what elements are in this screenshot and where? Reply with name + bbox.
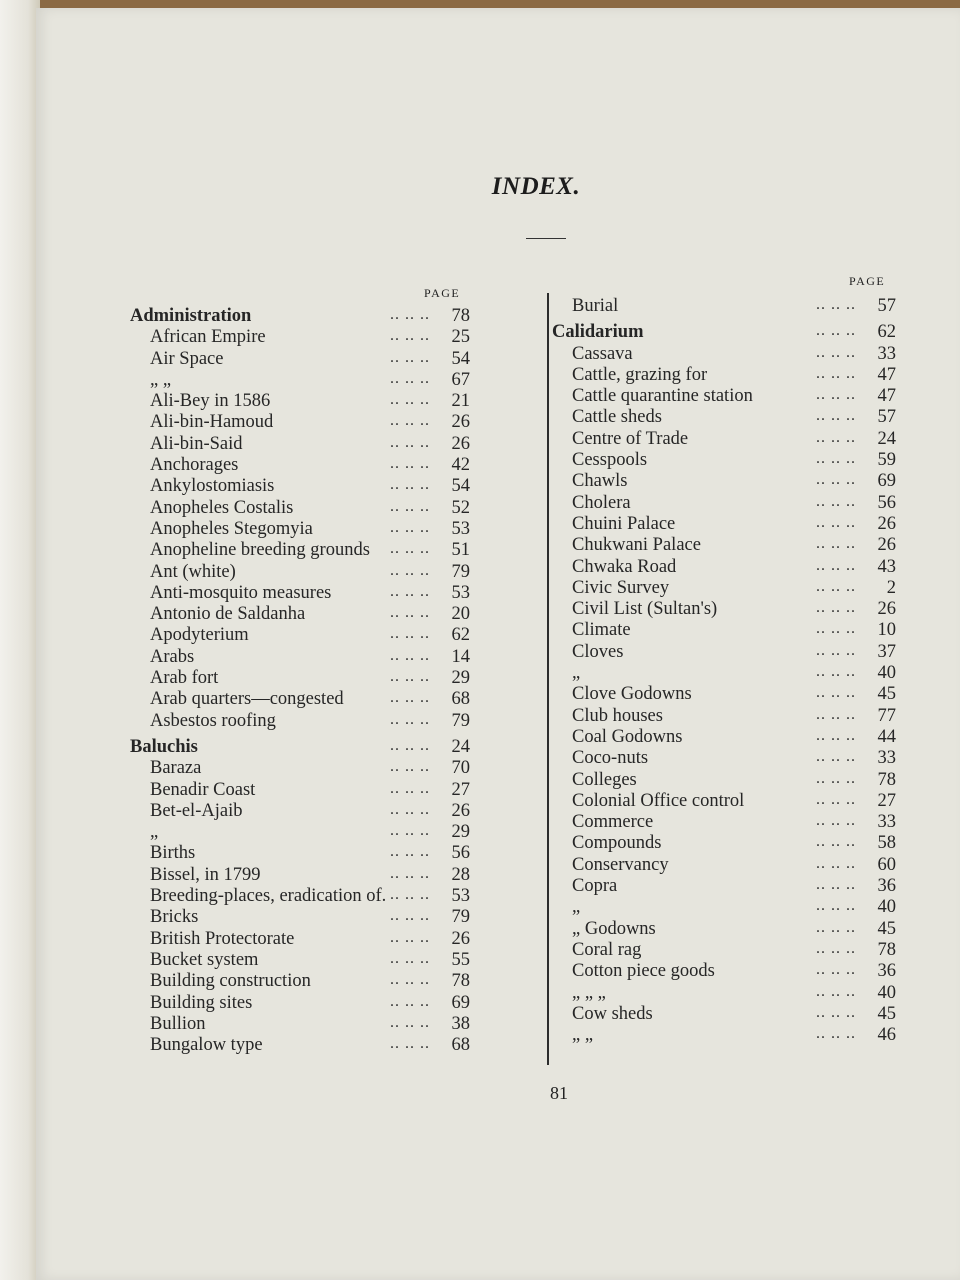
- index-entry: [130, 625, 470, 646]
- index-entry: [130, 822, 470, 843]
- entry-page: 26: [451, 412, 470, 433]
- entry-page: 47: [877, 364, 896, 385]
- entry-page: 77: [877, 705, 896, 726]
- leader-dots: .. .. ..: [816, 492, 856, 510]
- index-entry: [552, 833, 896, 854]
- leader-dots: .. .. ..: [390, 864, 430, 882]
- entry-term: Compounds: [572, 833, 662, 854]
- entry-term: Building sites: [150, 992, 253, 1013]
- leader-dots: .. .. ..: [816, 897, 856, 915]
- entry-term: „ „ „: [572, 982, 606, 1003]
- leader-dots: .. .. ..: [390, 992, 430, 1010]
- index-entry: [130, 758, 470, 779]
- index-entry: [552, 748, 896, 769]
- entry-term: „: [572, 897, 581, 918]
- entry-page: 78: [877, 939, 896, 960]
- leader-dots: .. .. ..: [390, 646, 430, 664]
- title-rule: [526, 238, 566, 239]
- entry-term: Asbestos roofing: [150, 710, 276, 731]
- leader-dots: .. .. ..: [390, 433, 430, 451]
- entry-term: Air Space: [150, 348, 224, 369]
- leader-dots: .. .. ..: [390, 971, 430, 989]
- entry-page: 29: [451, 822, 470, 843]
- index-entry: [552, 983, 896, 1004]
- entry-term: Civic Survey: [572, 577, 670, 598]
- entry-page: 53: [451, 518, 470, 539]
- entry-page: 43: [877, 556, 896, 577]
- entry-page: 26: [877, 599, 896, 620]
- entry-page: 45: [877, 1003, 896, 1024]
- entry-term: Anopheles Costalis: [150, 497, 294, 518]
- leader-dots: .. .. ..: [816, 854, 856, 872]
- entry-term: Cholera: [572, 492, 631, 513]
- index-entry: [130, 737, 470, 758]
- index-entry: [552, 855, 896, 876]
- left-page-edge: [0, 0, 40, 1280]
- page-title: INDEX.: [491, 173, 581, 200]
- entry-term: British Protectorate: [150, 928, 295, 949]
- entry-term: African Empire: [150, 327, 266, 348]
- entry-term: Building construction: [150, 971, 311, 992]
- index-entry: [130, 886, 470, 907]
- entry-page: 53: [451, 582, 470, 603]
- leader-dots: .. .. ..: [816, 876, 856, 894]
- entry-term: Ant (white): [150, 561, 236, 582]
- entry-page: 46: [877, 1025, 896, 1046]
- index-entry: [130, 971, 470, 992]
- entry-page: 14: [451, 646, 470, 667]
- entry-page: 45: [877, 684, 896, 705]
- leader-dots: .. .. ..: [390, 928, 430, 946]
- entry-term: Cassava: [572, 343, 633, 364]
- entry-term: Baraza: [150, 758, 202, 779]
- entry-term: Climate: [572, 620, 631, 641]
- entry-term: Bucket system: [150, 949, 259, 970]
- leader-dots: .. .. ..: [390, 689, 430, 707]
- entry-page: 78: [451, 306, 470, 326]
- index-entry: [552, 1025, 896, 1046]
- entry-page: 47: [877, 386, 896, 407]
- entry-page: 27: [877, 790, 896, 811]
- index-entry: [130, 519, 470, 540]
- entry-term: Centre of Trade: [572, 428, 689, 449]
- entry-term: Bungalow type: [150, 1035, 263, 1056]
- entry-term: Conservancy: [572, 854, 669, 875]
- entry-term: Anopheles Stegomyia: [150, 518, 313, 539]
- entry-page: 42: [451, 455, 470, 476]
- leader-dots: .. .. ..: [816, 599, 856, 617]
- leader-dots: .. .. ..: [390, 412, 430, 430]
- index-entry: [130, 583, 470, 604]
- leader-dots: .. .. ..: [390, 604, 430, 622]
- index-entry: [130, 370, 470, 391]
- leader-dots: .. .. ..: [390, 518, 430, 536]
- entry-term: Commerce: [572, 812, 654, 833]
- entry-term: Anopheline breeding grounds: [150, 540, 370, 561]
- index-entry: [130, 843, 470, 864]
- entry-term: Chuini Palace: [572, 513, 676, 534]
- leader-dots: .. .. ..: [816, 407, 856, 425]
- index-entry: [130, 780, 470, 801]
- entry-term: Coal Godowns: [572, 726, 683, 747]
- index-entry: [130, 412, 470, 433]
- index-entry: [552, 727, 896, 748]
- index-entry: [130, 498, 470, 519]
- leader-dots: .. .. ..: [816, 641, 856, 659]
- entry-page: 79: [451, 907, 470, 928]
- entry-term: „: [150, 822, 159, 843]
- entry-page: 36: [877, 961, 896, 982]
- index-entry: [552, 365, 896, 386]
- index-entry: [552, 322, 896, 343]
- leader-dots: .. .. ..: [390, 710, 430, 728]
- entry-page: 69: [877, 471, 896, 492]
- entry-page: 54: [451, 348, 470, 369]
- index-entry: [130, 801, 470, 822]
- entry-term: Coco-nuts: [572, 748, 649, 769]
- index-entry: [552, 429, 896, 450]
- entry-page: 55: [451, 949, 470, 970]
- index-entry: [130, 865, 470, 886]
- index-entry: [552, 450, 896, 471]
- entry-term: Ankylostomiasis: [150, 476, 275, 497]
- leader-dots: .. .. ..: [390, 907, 430, 925]
- entry-term: Chawls: [572, 471, 628, 492]
- leader-dots: .. .. ..: [816, 961, 856, 979]
- entry-page: 68: [451, 1035, 470, 1056]
- leader-dots: .. .. ..: [390, 625, 430, 643]
- entry-page: 79: [451, 561, 470, 582]
- entry-page: 36: [877, 876, 896, 897]
- leader-dots: .. .. ..: [816, 790, 856, 808]
- index-entry: [552, 684, 896, 705]
- index-entry: [130, 689, 470, 710]
- leader-dots: .. .. ..: [816, 684, 856, 702]
- page-number: 81: [550, 1083, 568, 1103]
- leader-dots: .. .. ..: [390, 391, 430, 409]
- entry-page: 2: [886, 577, 896, 598]
- leader-dots: .. .. ..: [390, 843, 430, 861]
- leader-dots: .. .. ..: [390, 949, 430, 967]
- entry-page: 26: [877, 513, 896, 534]
- entry-page: 78: [877, 769, 896, 790]
- entry-page: 24: [877, 428, 896, 449]
- entry-term: Chukwani Palace: [572, 535, 701, 556]
- index-entry: [130, 327, 470, 348]
- leader-dots: .. .. ..: [816, 471, 856, 489]
- leader-dots: .. .. ..: [390, 886, 430, 904]
- leader-dots: .. .. ..: [816, 428, 856, 446]
- entry-page: 33: [877, 812, 896, 833]
- leader-dots: .. .. ..: [390, 476, 430, 494]
- index-entry: [130, 562, 470, 583]
- leader-dots: .. .. ..: [816, 620, 856, 638]
- leader-dots: .. .. ..: [390, 561, 430, 579]
- leader-dots: .. .. ..: [390, 348, 430, 366]
- index-entry: [552, 344, 896, 365]
- entry-term: Ali-bin-Said: [150, 433, 243, 454]
- leader-dots: .. .. ..: [816, 748, 856, 766]
- leader-dots: .. .. ..: [390, 668, 430, 686]
- index-entry: [552, 578, 896, 599]
- entry-term: Bullion: [150, 1013, 206, 1034]
- entry-page: 56: [877, 492, 896, 513]
- leader-dots: .. .. ..: [390, 736, 430, 754]
- entry-page: 51: [451, 540, 470, 561]
- index-entry: [130, 434, 470, 455]
- entry-term: Cattle, grazing for: [572, 364, 708, 385]
- entry-page: 33: [877, 343, 896, 364]
- left-index-column: [130, 306, 470, 1056]
- leader-dots: .. .. ..: [816, 1003, 856, 1021]
- entry-page: 33: [877, 748, 896, 769]
- entry-page: 40: [877, 663, 896, 684]
- index-entry: [130, 993, 470, 1014]
- leader-dots: .. .. ..: [390, 327, 430, 345]
- leader-dots: .. .. ..: [816, 939, 856, 957]
- right-page-label: PAGE: [849, 274, 886, 288]
- entry-page: 28: [451, 864, 470, 885]
- entry-page: 54: [451, 476, 470, 497]
- index-entry: [552, 514, 896, 535]
- leader-dots: .. .. ..: [816, 386, 856, 404]
- index-entry: [552, 706, 896, 727]
- leader-dots: .. .. ..: [816, 726, 856, 744]
- leader-dots: .. .. ..: [390, 1035, 430, 1053]
- entry-page: 67: [451, 369, 470, 390]
- entry-page: 57: [877, 296, 896, 316]
- leader-dots: .. .. ..: [816, 343, 856, 361]
- entry-page: 24: [451, 736, 470, 757]
- entry-term: Colleges: [572, 769, 637, 790]
- entry-page: 27: [451, 779, 470, 800]
- entry-page: 26: [451, 433, 470, 454]
- entry-term: Civil List (Sultan's): [572, 599, 718, 620]
- index-entry: [552, 791, 896, 812]
- index-entry: [130, 306, 470, 327]
- leader-dots: .. .. ..: [816, 535, 856, 553]
- index-entry: [130, 668, 470, 689]
- entry-term: Club houses: [572, 705, 663, 726]
- index-entry: [552, 642, 896, 663]
- leader-dots: .. .. ..: [390, 540, 430, 558]
- entry-term: Colonial Office control: [572, 790, 745, 811]
- index-entry: [552, 961, 896, 982]
- index-entry: [552, 940, 896, 961]
- leader-dots: .. .. ..: [816, 769, 856, 787]
- index-entry: [130, 1035, 470, 1056]
- entry-term: Bet-el-Ajaib: [150, 800, 243, 821]
- entry-term: Chwaka Road: [572, 556, 677, 577]
- index-entry: [552, 535, 896, 556]
- index-entry: [552, 386, 896, 407]
- leader-dots: .. .. ..: [390, 497, 430, 515]
- index-entry: [552, 812, 896, 833]
- index-entry: [552, 663, 896, 684]
- entry-page: 62: [877, 322, 896, 343]
- leader-dots: .. .. ..: [816, 577, 856, 595]
- leader-dots: .. .. ..: [816, 296, 856, 313]
- entry-term: Cattle sheds: [572, 407, 662, 428]
- entry-term: Burial: [572, 296, 619, 316]
- entry-term: Arabs: [150, 646, 195, 667]
- entry-term: Cloves: [572, 641, 624, 662]
- entry-page: 38: [451, 1013, 470, 1034]
- leader-dots: .. .. ..: [816, 450, 856, 468]
- entry-term: „: [572, 663, 581, 684]
- entry-term: Calidarium: [552, 322, 644, 343]
- entry-page: 56: [451, 843, 470, 864]
- leader-dots: .. .. ..: [816, 364, 856, 382]
- entry-term: Cotton piece goods: [572, 961, 715, 982]
- index-entry: [130, 907, 470, 928]
- entry-term: Bricks: [150, 907, 199, 928]
- entry-page: 26: [451, 800, 470, 821]
- index-entry: [552, 599, 896, 620]
- entry-term: „ „: [572, 1025, 594, 1046]
- index-entry: [552, 876, 896, 897]
- leader-dots: .. .. ..: [816, 705, 856, 723]
- index-entry: [552, 493, 896, 514]
- leader-dots: .. .. ..: [390, 758, 430, 776]
- leader-dots: .. .. ..: [390, 779, 430, 797]
- leader-dots: .. .. ..: [390, 306, 430, 323]
- entry-term: Coral rag: [572, 939, 642, 960]
- column-divider: [547, 293, 549, 1065]
- entry-page: 59: [877, 450, 896, 471]
- leader-dots: .. .. ..: [816, 513, 856, 531]
- left-page-label: PAGE: [424, 286, 461, 300]
- leader-dots: .. .. ..: [390, 582, 430, 600]
- leader-dots: .. .. ..: [816, 833, 856, 851]
- index-entry: [552, 407, 896, 428]
- leader-dots: .. .. ..: [390, 455, 430, 473]
- entry-term: „ „: [150, 369, 172, 390]
- entry-page: 78: [451, 971, 470, 992]
- index-entry: [130, 647, 470, 668]
- entry-term: Breeding-places, eradication of.: [150, 886, 387, 907]
- entry-term: Ali-Bey in 1586: [150, 391, 271, 412]
- leader-dots: .. .. ..: [390, 800, 430, 818]
- index-entry: [130, 391, 470, 412]
- index-entry: [130, 455, 470, 476]
- index-entry: [130, 950, 470, 971]
- right-index-column: [552, 296, 896, 1046]
- leader-dots: .. .. ..: [816, 556, 856, 574]
- entry-term: Apodyterium: [150, 625, 249, 646]
- entry-page: 26: [451, 928, 470, 949]
- index-entry: [130, 604, 470, 625]
- entry-page: 53: [451, 886, 470, 907]
- entry-page: 21: [451, 391, 470, 412]
- entry-term: Cesspools: [572, 450, 648, 471]
- entry-term: Administration: [130, 306, 252, 326]
- leader-dots: .. .. ..: [816, 812, 856, 830]
- book-page: [36, 8, 960, 1280]
- entry-term: Ali-bin-Hamoud: [150, 412, 274, 433]
- leader-dots: .. .. ..: [816, 322, 856, 340]
- index-entry: [130, 349, 470, 370]
- entry-page: 37: [877, 641, 896, 662]
- leader-dots: .. .. ..: [390, 1013, 430, 1031]
- entry-page: 69: [451, 992, 470, 1013]
- entry-page: 26: [877, 535, 896, 556]
- index-entry: [552, 620, 896, 641]
- entry-page: 25: [451, 327, 470, 348]
- entry-term: Bissel, in 1799: [150, 864, 261, 885]
- index-entry: [552, 557, 896, 578]
- entry-term: Arab fort: [150, 668, 219, 689]
- leader-dots: .. .. ..: [816, 1025, 856, 1043]
- entry-page: 62: [451, 625, 470, 646]
- index-entry: [130, 929, 470, 950]
- entry-page: 57: [877, 407, 896, 428]
- entry-page: 29: [451, 668, 470, 689]
- entry-term: Baluchis: [130, 736, 198, 757]
- entry-page: 45: [877, 918, 896, 939]
- entry-page: 40: [877, 982, 896, 1003]
- index-entry: [130, 1014, 470, 1035]
- index-entry: [130, 540, 470, 561]
- entry-page: 58: [877, 833, 896, 854]
- entry-term: Clove Godowns: [572, 684, 692, 705]
- entry-term: Cattle quarantine station: [572, 386, 753, 407]
- entry-page: 68: [451, 689, 470, 710]
- entry-term: Births: [150, 843, 196, 864]
- entry-term: Copra: [572, 876, 618, 897]
- entry-term: „ Godowns: [572, 918, 656, 939]
- entry-term: Anti-mosquito measures: [150, 582, 332, 603]
- leader-dots: .. .. ..: [816, 663, 856, 681]
- leader-dots: .. .. ..: [390, 822, 430, 840]
- entry-term: Antonio de Saldanha: [150, 604, 306, 625]
- entry-page: 40: [877, 897, 896, 918]
- index-entry: [552, 897, 896, 918]
- index-entry: [552, 919, 896, 940]
- entry-term: Anchorages: [150, 455, 239, 476]
- entry-term: Arab quarters—congested: [150, 689, 344, 710]
- leader-dots: .. .. ..: [390, 369, 430, 387]
- index-entry: [130, 711, 470, 732]
- entry-term: Benadir Coast: [150, 779, 256, 800]
- entry-page: 60: [877, 854, 896, 875]
- index-entry: [130, 476, 470, 497]
- index-entry: [552, 296, 896, 317]
- index-entry: [552, 770, 896, 791]
- entry-page: 52: [451, 497, 470, 518]
- leader-dots: .. .. ..: [816, 982, 856, 1000]
- entry-page: 79: [451, 710, 470, 731]
- leader-dots: .. .. ..: [816, 918, 856, 936]
- entry-page: 44: [877, 726, 896, 747]
- entry-term: Cow sheds: [572, 1003, 653, 1024]
- entry-page: 20: [451, 604, 470, 625]
- entry-page: 70: [451, 758, 470, 779]
- entry-page: 10: [877, 620, 896, 641]
- index-entry: [552, 471, 896, 492]
- index-entry: [552, 1004, 896, 1025]
